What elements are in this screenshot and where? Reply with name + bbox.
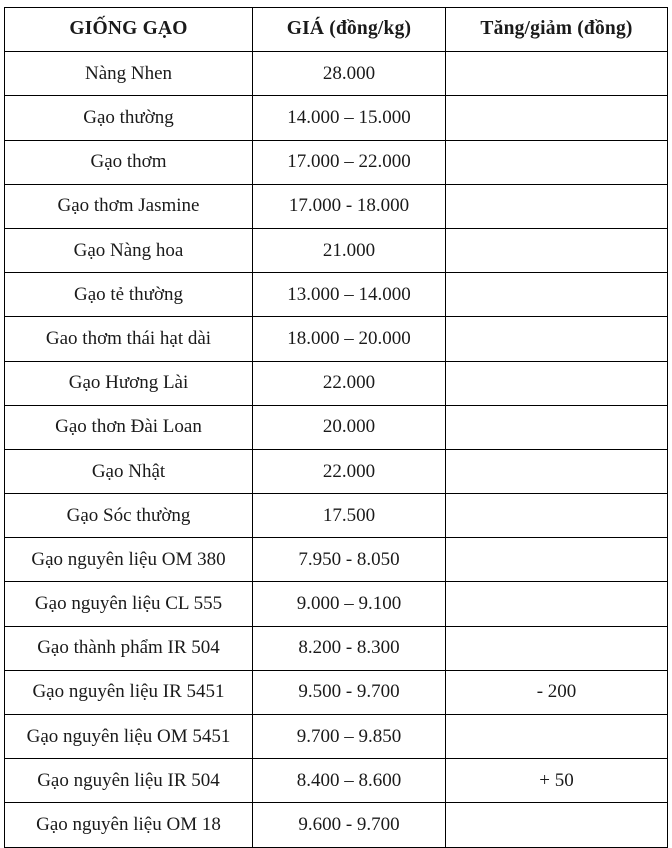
- table-header: [5, 8, 668, 52]
- cell-change-empty: [446, 494, 668, 538]
- cell-variety: Gạo nguyên liệu IR 504: [5, 759, 253, 803]
- cell-change-empty: [446, 449, 668, 493]
- cell-price: 20.000: [253, 405, 446, 449]
- cell-change-empty: [446, 538, 668, 582]
- cell-variety: Gạo thơm Jasmine: [5, 184, 253, 228]
- cell-price: 21.000: [253, 228, 446, 272]
- table-row: [5, 759, 668, 803]
- cell-change-empty: [446, 405, 668, 449]
- cell-price: 8.400 – 8.600: [253, 759, 446, 803]
- cell-price: 9.700 – 9.850: [253, 715, 446, 759]
- cell-variety: Nàng Nhen: [5, 52, 253, 96]
- cell-change: - 200: [446, 670, 668, 714]
- cell-variety: Gạo Nàng hoa: [5, 228, 253, 272]
- table-row: [5, 52, 668, 96]
- cell-price: 9.000 – 9.100: [253, 582, 446, 626]
- cell-price: 9.500 - 9.700: [253, 670, 446, 714]
- cell-change-empty: [446, 715, 668, 759]
- cell-variety: Gạo tẻ thường: [5, 273, 253, 317]
- table-body: [5, 52, 668, 847]
- cell-change-empty: [446, 626, 668, 670]
- cell-change-empty: [446, 582, 668, 626]
- cell-price: 18.000 – 20.000: [253, 317, 446, 361]
- table-row: [5, 273, 668, 317]
- cell-variety: Gạo nguyên liệu CL 555: [5, 582, 253, 626]
- cell-variety: Gạo thành phẩm IR 504: [5, 626, 253, 670]
- cell-change-empty: [446, 96, 668, 140]
- table-row: [5, 361, 668, 405]
- cell-variety: Gạo nguyên liệu IR 5451: [5, 670, 253, 714]
- cell-variety: Gạo nguyên liệu OM 18: [5, 803, 253, 847]
- table-row: [5, 715, 668, 759]
- cell-price: 17.000 – 22.000: [253, 140, 446, 184]
- table-row: [5, 582, 668, 626]
- rice-price-table-container: [4, 7, 667, 836]
- table-row: [5, 317, 668, 361]
- cell-variety: Gạo thơn Đài Loan: [5, 405, 253, 449]
- cell-price: 14.000 – 15.000: [253, 96, 446, 140]
- cell-change-empty: [446, 52, 668, 96]
- cell-variety: Gạo nguyên liệu OM 380: [5, 538, 253, 582]
- cell-price: 8.200 - 8.300: [253, 626, 446, 670]
- table-row: [5, 140, 668, 184]
- cell-variety: Gạo Nhật: [5, 449, 253, 493]
- cell-price: 28.000: [253, 52, 446, 96]
- rice-price-table: [4, 7, 668, 848]
- cell-change-empty: [446, 273, 668, 317]
- cell-variety: Gao thơm thái hạt dài: [5, 317, 253, 361]
- column-header-price: GIÁ (đồng/kg): [253, 8, 446, 52]
- cell-change-empty: [446, 361, 668, 405]
- cell-change: + 50: [446, 759, 668, 803]
- cell-price: 13.000 – 14.000: [253, 273, 446, 317]
- cell-change-empty: [446, 803, 668, 847]
- cell-price: 9.600 - 9.700: [253, 803, 446, 847]
- cell-price: 17.500: [253, 494, 446, 538]
- table-row: [5, 184, 668, 228]
- table-row: [5, 228, 668, 272]
- cell-price: 7.950 - 8.050: [253, 538, 446, 582]
- table-row: [5, 803, 668, 847]
- cell-price: 17.000 - 18.000: [253, 184, 446, 228]
- table-row: [5, 670, 668, 714]
- table-row: [5, 96, 668, 140]
- table-row: [5, 494, 668, 538]
- cell-change-empty: [446, 317, 668, 361]
- column-header-variety: GIỐNG GẠO: [5, 8, 253, 52]
- cell-variety: Gạo Sóc thường: [5, 494, 253, 538]
- cell-variety: Gạo thơm: [5, 140, 253, 184]
- cell-change-empty: [446, 228, 668, 272]
- cell-change-empty: [446, 140, 668, 184]
- table-row: [5, 626, 668, 670]
- cell-price: 22.000: [253, 449, 446, 493]
- cell-price: 22.000: [253, 361, 446, 405]
- cell-change-empty: [446, 184, 668, 228]
- table-row: [5, 538, 668, 582]
- cell-variety: Gạo Hương Lài: [5, 361, 253, 405]
- table-row: [5, 449, 668, 493]
- table-header-row: [5, 8, 668, 52]
- cell-variety: Gạo thường: [5, 96, 253, 140]
- table-row: [5, 405, 668, 449]
- column-header-change: Tăng/giảm (đồng): [446, 8, 668, 52]
- cell-variety: Gạo nguyên liệu OM 5451: [5, 715, 253, 759]
